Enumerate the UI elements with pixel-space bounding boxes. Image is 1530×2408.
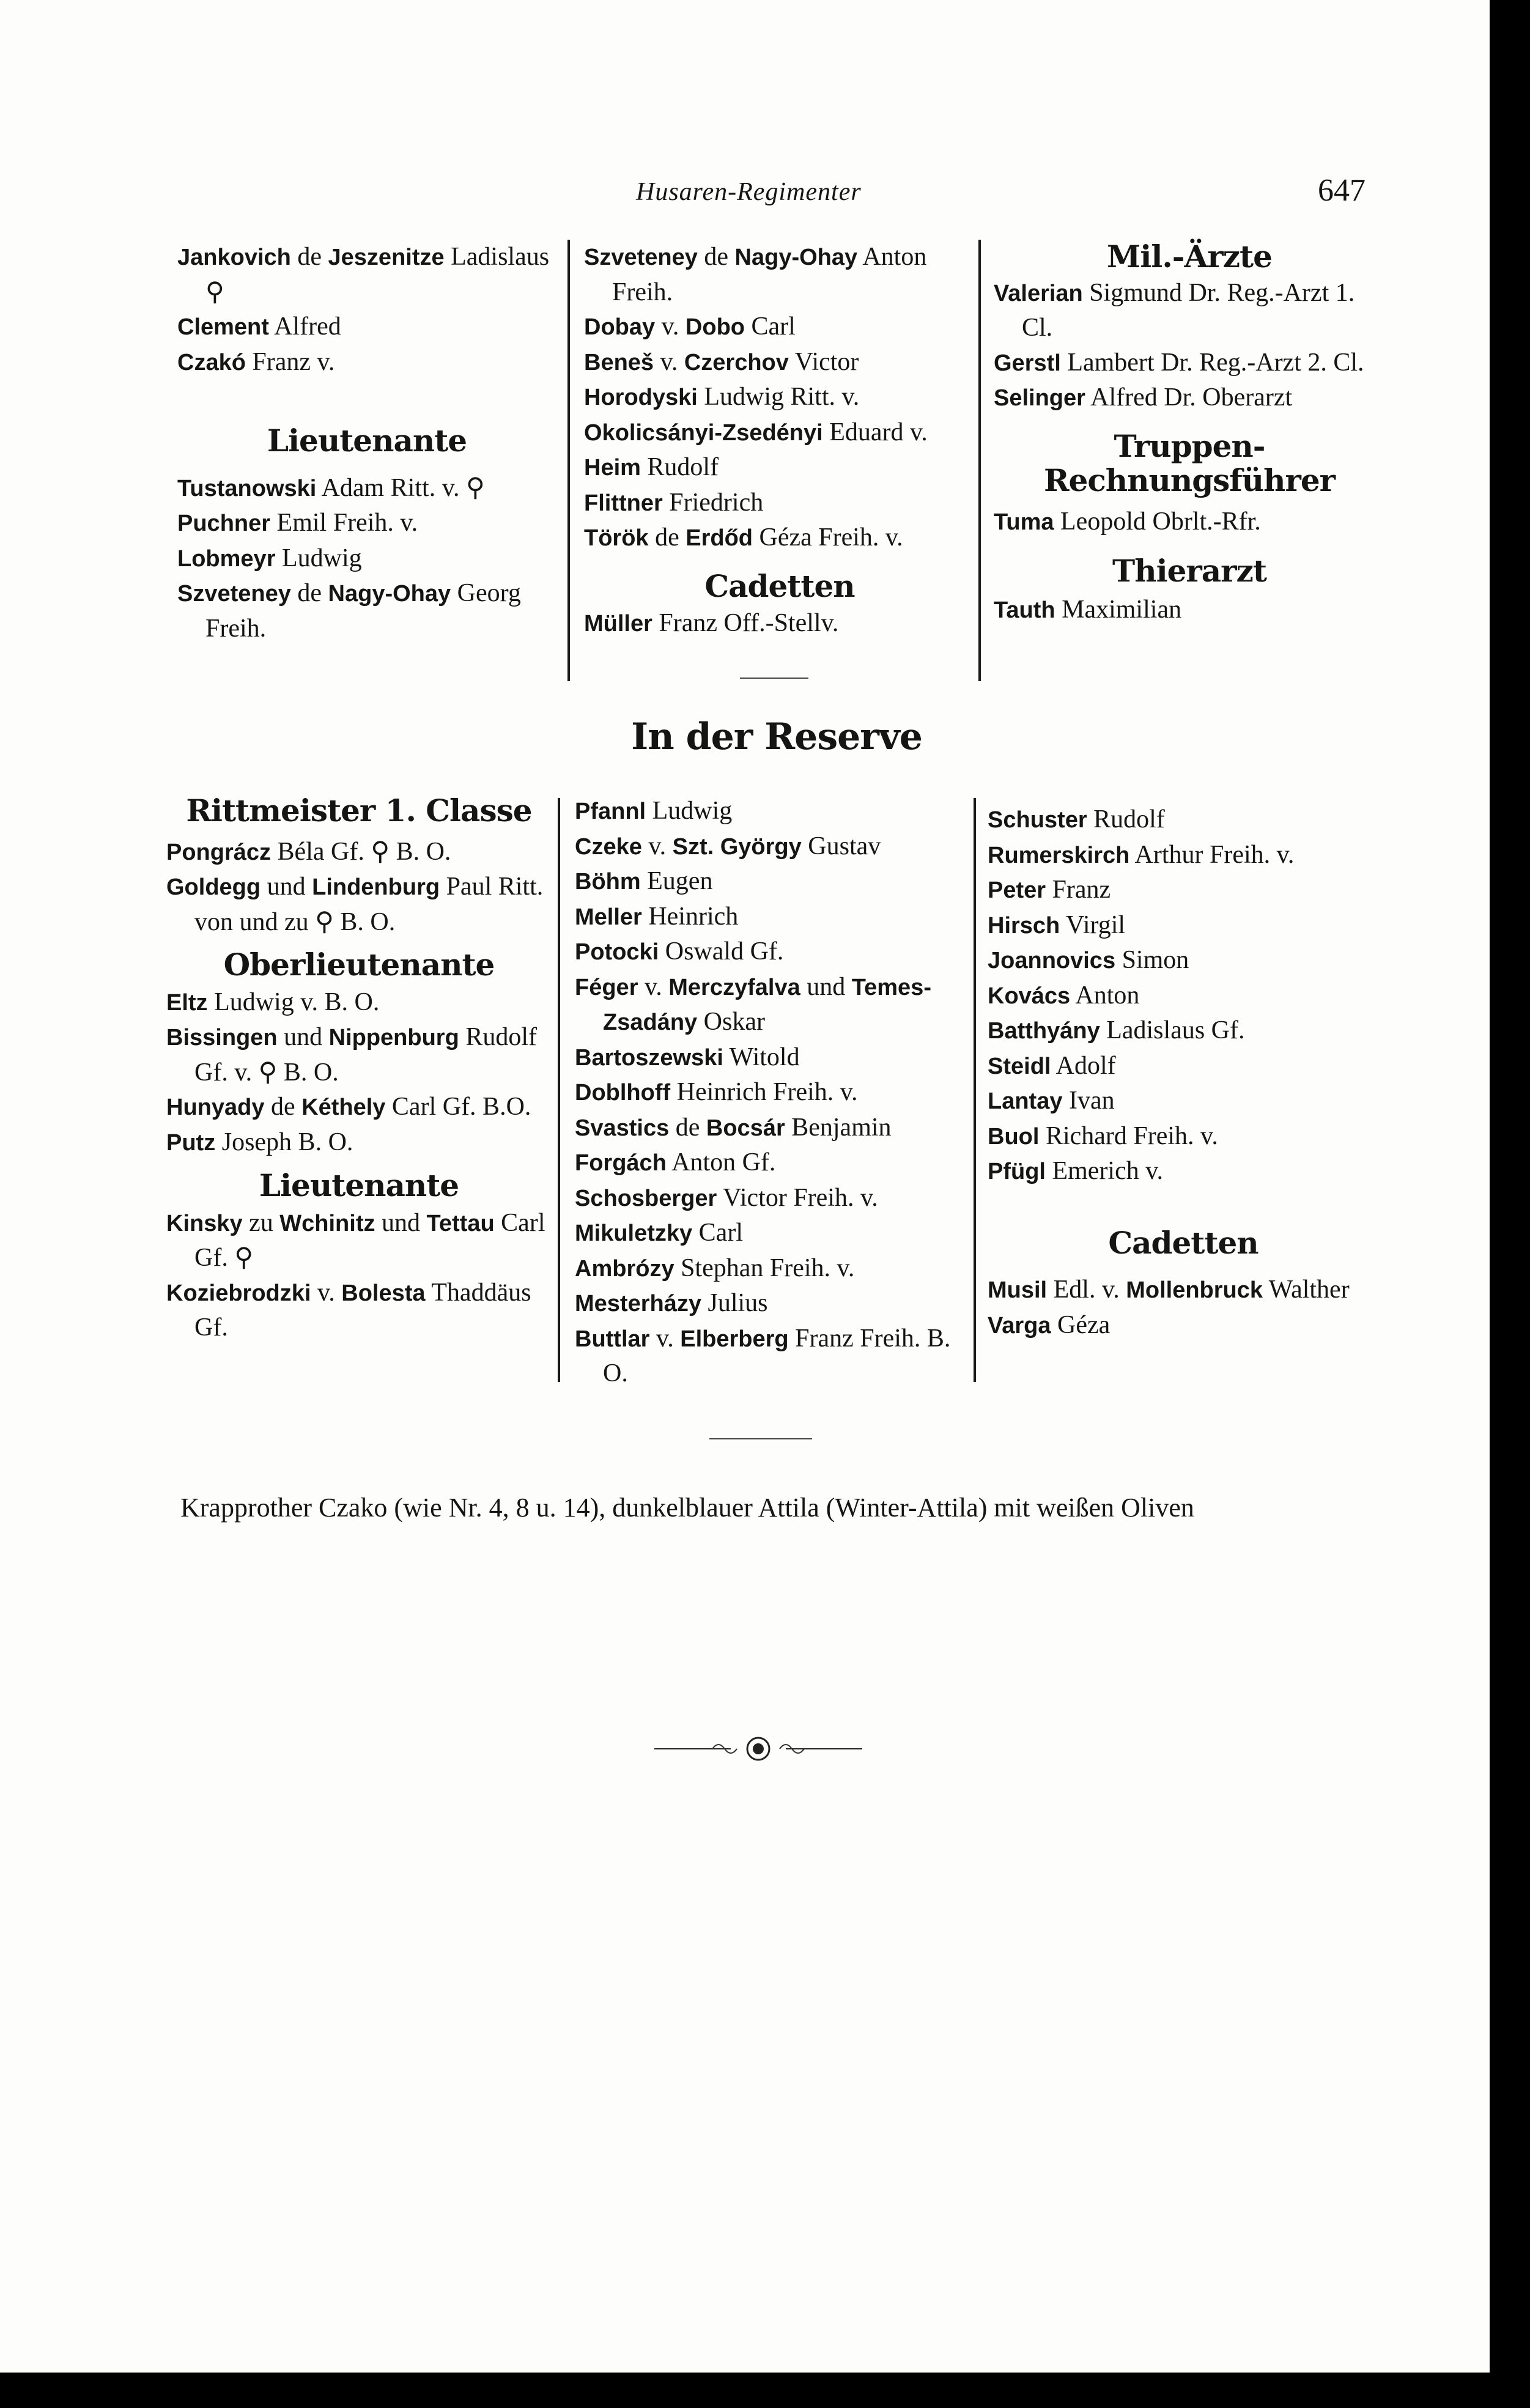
list-entry: [177, 345, 556, 380]
list-entry: [584, 380, 975, 415]
entry-surname: Merczyfalva: [668, 974, 800, 1000]
entry-surname: Böhm: [575, 869, 641, 895]
entry-details: und: [800, 972, 852, 1001]
entry-surname: Koziebrodzki: [166, 1280, 311, 1306]
entry-surname: Mikuletzky: [575, 1221, 693, 1246]
entry-details: Ivan: [1062, 1087, 1115, 1115]
entry-surname: Forgách: [575, 1150, 667, 1176]
list-entry: [584, 486, 975, 521]
entry-surname: Gerstl: [994, 350, 1061, 376]
entry-surname: Mesterházy: [575, 1291, 701, 1317]
entry-details: Franz v.: [245, 347, 335, 376]
entry-surname: Szveteney: [177, 581, 291, 607]
list-entry: [575, 934, 966, 970]
entry-surname: Dobo: [685, 314, 745, 340]
entry-details: Victor: [788, 347, 859, 376]
section-heading-truppen-rechnungsfuehrer: Truppen-Rechnungsführer: [1043, 427, 1336, 498]
list-entry: [988, 838, 1379, 873]
entry-surname: Dobay: [584, 314, 656, 340]
entry-surname: Schuster: [988, 807, 1087, 833]
top-col1-entries-a: [177, 240, 556, 380]
list-entry: [575, 1286, 966, 1321]
list-entry: [575, 899, 966, 935]
entry-details: Victor Freih. v.: [717, 1183, 878, 1212]
footnote: Krapprother Czako (wie Nr. 4, 8 u. 14), dunkelblauer Attila (Winter-Attila) mit weißen Oliven: [180, 1493, 1194, 1523]
reserve-column-3: [988, 802, 1379, 1343]
entry-details: Carl: [692, 1219, 743, 1247]
top-col3-entries-a: [994, 276, 1385, 416]
entry-details: Friedrich: [662, 488, 764, 517]
entry-details: de: [669, 1113, 706, 1142]
entry-details: Franz Freih. B. O.: [603, 1324, 951, 1387]
entry-surname: Batthyány: [988, 1018, 1100, 1044]
entry-details: Alfred Dr. Oberarzt: [1085, 383, 1293, 412]
entry-details: v.: [649, 1324, 681, 1353]
list-entry: [166, 835, 552, 870]
entry-surname: Hunyady: [166, 1095, 265, 1120]
entry-details: Arthur Freih. v.: [1129, 840, 1295, 869]
entry-surname: Puchner: [177, 511, 271, 536]
entry-details: Carl Gf. ⚲: [194, 1208, 545, 1272]
entry-surname: Jankovich: [177, 245, 291, 270]
entry-details: Anton: [1070, 981, 1140, 1010]
entry-surname: Bocsár: [706, 1115, 785, 1141]
entry-surname: Clement: [177, 314, 269, 340]
entry-surname: Bolesta: [341, 1280, 426, 1306]
entry-details: Franz: [1046, 876, 1111, 904]
entry-surname: Kéthely: [301, 1095, 386, 1120]
list-entry: [575, 1110, 966, 1146]
list-entry: [988, 1013, 1379, 1049]
entry-surname: Elberberg: [680, 1326, 789, 1352]
list-entry: [575, 1321, 966, 1391]
section-heading-thierarzt: Thierarzt: [1112, 553, 1266, 589]
entry-surname: Svastics: [575, 1115, 670, 1141]
entry-surname: Flittner: [584, 490, 663, 516]
entry-details: Anton Freih.: [612, 243, 927, 306]
entry-details: Ludwig Ritt. v.: [697, 383, 860, 411]
list-entry: [994, 504, 1385, 540]
top-column-2: [584, 240, 975, 641]
entry-surname: Potocki: [575, 939, 659, 965]
entry-details: Ludwig v. B. O.: [207, 988, 380, 1016]
entry-details: Franz Off.-Stellv.: [652, 609, 839, 637]
entry-details: und: [277, 1023, 329, 1051]
list-entry: [575, 864, 966, 899]
entry-surname: Hirsch: [988, 912, 1060, 939]
reserve-col3-entries-a: [988, 802, 1379, 1189]
list-entry: [994, 276, 1385, 345]
entry-surname: Tauth: [994, 597, 1055, 623]
entry-surname: Tettau: [426, 1210, 495, 1236]
entry-surname: Szt. György: [672, 833, 802, 860]
entry-details: Rudolf Gf. v. ⚲ B. O.: [194, 1023, 537, 1087]
list-entry: [575, 1251, 966, 1287]
top-col3-entries-b: [994, 504, 1385, 540]
entry-surname: Müller: [584, 611, 652, 637]
entry-surname: Putz: [166, 1129, 216, 1156]
reserve-column-2: [575, 794, 966, 1391]
list-entry: [177, 506, 556, 541]
section-heading-lieutenante: Lieutenante: [267, 423, 467, 459]
entry-details: Simon: [1115, 946, 1189, 974]
entry-surname: Joannovics: [988, 948, 1116, 973]
entry-surname: Wchinitz: [279, 1210, 375, 1236]
list-entry: [166, 1090, 552, 1125]
section-heading-lieutenante-reserve: Lieutenante: [259, 1167, 459, 1203]
list-entry: [988, 802, 1379, 838]
entry-details: Ladislaus Gf.: [1099, 1016, 1245, 1044]
entry-details: v.: [641, 832, 673, 860]
list-entry: [988, 908, 1379, 944]
entry-details: Oswald Gf.: [659, 937, 784, 966]
entry-details: de: [697, 243, 735, 271]
entry-details: Rudolf: [1087, 805, 1165, 833]
entry-surname: Nagy-Ohay: [328, 581, 451, 607]
list-entry: [584, 240, 975, 309]
top-col2-entries-a: [584, 240, 975, 556]
entry-surname: Lobmeyr: [177, 545, 276, 572]
entry-surname: Buol: [988, 1123, 1040, 1150]
entry-details: Adam Ritt. v. ⚲: [316, 473, 485, 502]
section-title-reserve: In der Reserve: [631, 715, 922, 758]
entry-details: Heinrich Freih. v.: [670, 1078, 858, 1106]
list-entry: [994, 593, 1385, 628]
list-entry: [988, 978, 1379, 1014]
short-rule: [740, 678, 808, 679]
entry-details: Lambert Dr. Reg.-Arzt 2. Cl.: [1060, 348, 1364, 377]
entry-details: Paul Ritt. von und zu ⚲ B. O.: [194, 873, 544, 936]
entry-surname: Tuma: [994, 509, 1054, 535]
list-entry: [575, 794, 966, 829]
entry-surname: Okolicsányi-Zsedényi: [584, 419, 823, 446]
entry-surname: Temes-Zsadány: [603, 974, 931, 1035]
entry-surname: Lindenburg: [312, 874, 440, 900]
list-entry: [575, 829, 966, 865]
entry-surname: Pfannl: [575, 799, 646, 824]
entry-details: Rudolf: [640, 453, 719, 481]
page-number: 647: [1318, 173, 1366, 208]
list-entry: [988, 1308, 1379, 1343]
entry-details: Anton Gf.: [666, 1148, 776, 1176]
entry-details: Emil Freih. v.: [270, 509, 418, 537]
entry-surname: Eltz: [166, 989, 208, 1016]
entry-details: Sigmund Dr. Reg.-Arzt 1. Cl.: [1022, 278, 1355, 342]
entry-surname: Pongrácz: [166, 839, 272, 865]
entry-details: Stephan Freih. v.: [674, 1254, 855, 1282]
entry-surname: Varga: [988, 1312, 1051, 1339]
entry-details: v.: [311, 1278, 342, 1307]
entry-surname: Valerian: [994, 280, 1083, 306]
list-entry: [177, 240, 556, 309]
entry-surname: Czerchov: [684, 349, 789, 375]
entry-details: Witold: [723, 1043, 800, 1071]
entry-details: Oskar: [697, 1008, 765, 1036]
list-entry: [166, 1276, 552, 1345]
reserve-column-1: [166, 794, 552, 1345]
separator-rule: [709, 1438, 812, 1439]
section-heading-cadetten: Cadetten: [704, 567, 855, 604]
entry-surname: Nippenburg: [328, 1025, 459, 1051]
list-entry: [584, 415, 975, 451]
entry-surname: Mollenbruck: [1126, 1277, 1263, 1303]
list-entry: [166, 1206, 552, 1276]
entry-surname: Török: [584, 525, 649, 551]
entry-details: Ludwig: [646, 797, 733, 825]
entry-details: Gustav: [801, 832, 881, 860]
entry-surname: Pfügl: [988, 1159, 1046, 1184]
reserve-col1-entries-b: [166, 985, 552, 1161]
column-divider: [558, 798, 560, 1382]
reserve-col1-entries-a: [166, 835, 552, 940]
list-entry: [575, 1040, 966, 1076]
entry-surname: Horodyski: [584, 385, 698, 410]
entry-surname: Féger: [575, 974, 638, 1000]
ornament-icon: [642, 1730, 874, 1767]
list-entry: [988, 1154, 1379, 1189]
entry-details: Géza: [1051, 1310, 1111, 1339]
list-entry: [166, 1020, 552, 1090]
entry-details: Benjamin: [785, 1113, 892, 1142]
entry-surname: Nagy-Ohay: [734, 245, 858, 270]
entry-details: und: [261, 873, 312, 901]
entry-details: Carl Gf. B.O.: [385, 1093, 531, 1121]
entry-surname: Peter: [988, 877, 1046, 903]
entry-details: Thaddäus Gf.: [194, 1278, 531, 1342]
entry-details: zu: [242, 1208, 280, 1237]
section-heading-oberlieutenante: Oberlieutenante: [223, 947, 495, 983]
running-head: Husaren-Regimenter: [636, 178, 862, 206]
entry-surname: Bartoszewski: [575, 1044, 723, 1071]
list-entry: [177, 309, 556, 345]
list-entry: [177, 541, 556, 577]
list-entry: [177, 576, 556, 646]
entry-surname: Lantay: [988, 1088, 1063, 1114]
section-heading-rittmeister: Rittmeister 1. Classe: [186, 792, 532, 829]
entry-details: Georg Freih.: [205, 579, 521, 643]
reserve-col2-entries: [575, 794, 966, 1391]
list-entry: [584, 450, 975, 486]
list-entry: [584, 520, 975, 556]
list-entry: [584, 606, 975, 641]
list-entry: [994, 345, 1385, 381]
list-entry: [584, 309, 975, 345]
reserve-col3-entries-b: [988, 1272, 1379, 1343]
entry-details: Walther: [1263, 1276, 1350, 1304]
entry-details: Virgil: [1060, 910, 1126, 939]
entry-surname: Goldegg: [166, 874, 261, 900]
entry-details: und: [375, 1208, 427, 1237]
list-entry: [575, 1181, 966, 1216]
entry-details: Julius: [701, 1289, 768, 1317]
list-entry: [988, 1084, 1379, 1119]
entry-surname: Kovács: [988, 983, 1071, 1009]
entry-details: Adolf: [1051, 1051, 1116, 1080]
list-entry: [575, 1145, 966, 1181]
entry-details: Ludwig: [275, 544, 362, 572]
entry-details: Heinrich: [641, 902, 739, 931]
entry-details: de: [648, 523, 686, 552]
column-divider: [567, 240, 570, 681]
list-entry: [988, 1119, 1379, 1154]
list-entry: [575, 970, 966, 1040]
entry-details: Alfred: [268, 312, 341, 341]
entry-details: v.: [654, 347, 684, 376]
top-column-3: [994, 240, 1385, 627]
entry-surname: Tustanowski: [177, 475, 317, 501]
entry-surname: Buttlar: [575, 1326, 650, 1352]
section-heading-mil-aerzte: Mil.-Ärzte: [1107, 238, 1272, 275]
top-col1-entries-b: [177, 471, 556, 646]
entry-details: Edl. v.: [1047, 1276, 1126, 1304]
entry-surname: Schosberger: [575, 1185, 717, 1211]
entry-surname: Ambrózy: [575, 1255, 674, 1282]
entry-details: Emerich v.: [1045, 1157, 1164, 1185]
list-entry: [177, 471, 556, 506]
entry-surname: Meller: [575, 904, 642, 930]
reserve-col1-entries-c: [166, 1206, 552, 1345]
entry-details: Eugen: [640, 867, 713, 895]
entry-surname: Musil: [988, 1277, 1048, 1303]
list-entry: [988, 943, 1379, 978]
list-entry: [575, 1075, 966, 1110]
list-entry: [988, 873, 1379, 908]
entry-surname: Steidl: [988, 1053, 1051, 1079]
list-entry: [988, 1272, 1379, 1308]
entry-details: de: [290, 579, 328, 607]
entry-details: v.: [655, 312, 686, 341]
entry-surname: Szveteney: [584, 245, 698, 270]
entry-details: de: [290, 243, 328, 271]
list-entry: [166, 1125, 552, 1161]
entry-details: Géza Freih. v.: [753, 523, 903, 552]
list-entry: [166, 870, 552, 939]
top-col2-entries-b: [584, 606, 975, 641]
entry-surname: Beneš: [584, 349, 654, 375]
entry-surname: Heim: [584, 455, 641, 481]
entry-surname: Doblhoff: [575, 1080, 671, 1106]
list-entry: [575, 1216, 966, 1251]
entry-surname: Rumerskirch: [988, 842, 1130, 868]
entry-details: Carl: [745, 312, 796, 341]
list-entry: [166, 985, 552, 1021]
entry-surname: Czakó: [177, 349, 246, 375]
column-divider: [978, 240, 981, 681]
list-entry: [988, 1049, 1379, 1084]
entry-surname: Selinger: [994, 385, 1085, 411]
entry-surname: Jeszenitze: [328, 245, 445, 270]
column-divider: [974, 798, 976, 1382]
top-col3-entries-c: [994, 593, 1385, 628]
entry-surname: Erdőd: [686, 525, 753, 551]
entry-details: Eduard v.: [822, 418, 928, 446]
entry-details: Joseph B. O.: [215, 1128, 353, 1156]
entry-details: Béla Gf. ⚲ B. O.: [271, 837, 451, 866]
entry-surname: Bissingen: [166, 1025, 278, 1051]
entry-details: Maximilian: [1055, 595, 1182, 624]
list-entry: [584, 345, 975, 380]
entry-surname: Kinsky: [166, 1210, 243, 1236]
entry-details: Leopold Obrlt.-Rfr.: [1054, 507, 1261, 536]
entry-details: Richard Freih. v.: [1039, 1121, 1218, 1150]
top-column-1: [177, 240, 556, 646]
section-heading-cadetten-reserve: Cadetten: [1108, 1224, 1258, 1261]
entry-details: de: [264, 1093, 302, 1121]
list-entry: [994, 380, 1385, 416]
entry-details: Ladislaus ⚲: [205, 243, 550, 306]
entry-surname: Czeke: [575, 833, 642, 860]
entry-details: v.: [638, 972, 669, 1001]
